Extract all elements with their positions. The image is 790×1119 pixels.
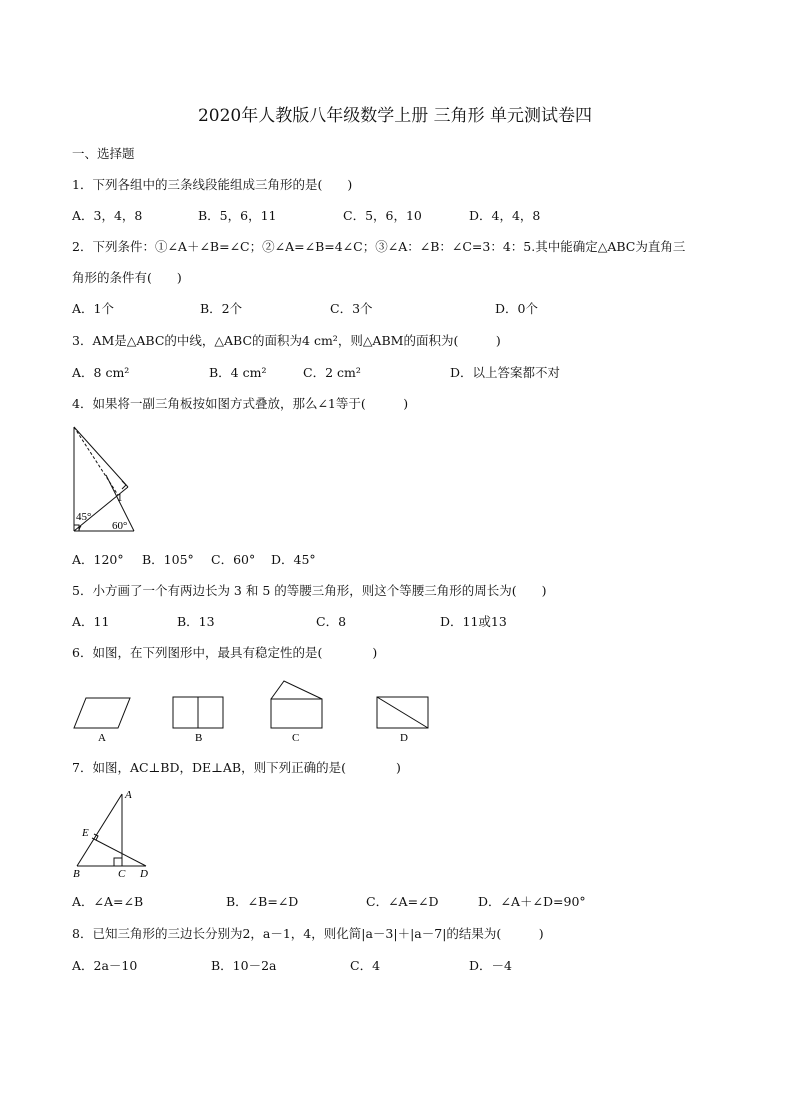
q7-option-a[interactable]: A．∠A=∠B	[72, 894, 144, 909]
shape-d-label: D	[400, 732, 408, 744]
q2-option-d[interactable]: D．0个	[495, 301, 538, 316]
q2-option-a[interactable]: A．1个	[72, 301, 114, 316]
q4-option-b[interactable]: B．105°	[142, 552, 194, 567]
q8-option-d[interactable]: D．－4	[469, 958, 512, 973]
question-5: 5．小方画了一个有两边长为 3 和 5 的等腰三角形，则这个等腰三角形的周长为( )	[72, 583, 547, 598]
q5-option-b[interactable]: B．13	[177, 614, 215, 629]
q8-option-c[interactable]: C．4	[350, 958, 381, 973]
q3-option-b[interactable]: B．4 cm²	[209, 365, 267, 380]
page-title: 2020年人教版八年级数学上册 三角形 单元测试卷四	[197, 106, 593, 126]
question-1: 1．下列各组中的三条线段能组成三角形的是( )	[72, 177, 353, 192]
question-6: 6．如图，在下列图形中，最具有稳定性的是( )	[72, 645, 378, 660]
q7-option-c[interactable]: C．∠A=∠D	[366, 894, 439, 909]
q3-option-c[interactable]: C．2 cm²	[303, 365, 361, 380]
question-4: 4．如果将一副三角板按如图方式叠放，那么∠1等于( )	[72, 396, 409, 411]
point-c-label: C	[118, 868, 126, 880]
q8-option-b[interactable]: B．10－2a	[211, 958, 277, 973]
point-d-label: D	[140, 868, 148, 880]
q6-shapes-figure	[70, 678, 440, 746]
q2-option-c[interactable]: C．3个	[330, 301, 373, 316]
q4-option-c[interactable]: C．60°	[211, 552, 256, 567]
angle-60-label: 60°	[112, 520, 128, 532]
section-heading: 一、选择题	[72, 146, 135, 161]
q7-option-d[interactable]: D．∠A＋∠D=90°	[478, 894, 586, 909]
shape-a-label: A	[98, 732, 106, 744]
q5-option-c[interactable]: C．8	[316, 614, 347, 629]
q7-triangle-figure	[70, 788, 155, 880]
question-7: 7．如图，AC⊥BD，DE⊥AB，则下列正确的是( )	[72, 760, 401, 775]
q1-option-b[interactable]: B．5，6，11	[198, 208, 277, 223]
shape-c-label: C	[292, 732, 300, 744]
question-8: 8．已知三角形的三边长分别为2，a－1，4，则化简|a－3|＋|a－7|的结果为( )	[72, 926, 544, 941]
angle-1-label: 1	[117, 492, 123, 504]
q3-option-a[interactable]: A．8 cm²	[72, 365, 130, 380]
q4-option-d[interactable]: D．45°	[271, 552, 316, 567]
question-2-line1: 2．下列条件：①∠A＋∠B=∠C；②∠A=∠B=4∠C；③∠A：∠B：∠C=3：4：5.其中能确定△ABC为直角三	[72, 239, 686, 254]
q7-option-b[interactable]: B．∠B=∠D	[226, 894, 299, 909]
question-3: 3．AM是△ABC的中线，△ABC的面积为4 cm²，则△ABM的面积为( )	[72, 333, 501, 348]
pentagon-house-shape	[271, 699, 322, 728]
q5-option-a[interactable]: A．11	[72, 614, 110, 629]
q1-option-d[interactable]: D．4，4，8	[469, 208, 541, 223]
q2-option-b[interactable]: B．2个	[200, 301, 243, 316]
q4-triangle-figure	[70, 425, 140, 535]
angle-45-label: 45°	[76, 511, 92, 523]
point-a-label: A	[125, 789, 132, 801]
q5-option-d[interactable]: D．11或13	[440, 614, 507, 629]
point-e-label: E	[82, 827, 89, 839]
question-2-line2: 角形的条件有( )	[72, 270, 182, 285]
parallelogram-shape	[74, 698, 130, 728]
q3-option-d[interactable]: D．以上答案都不对	[450, 365, 561, 380]
q1-option-c[interactable]: C．5，6，10	[343, 208, 422, 223]
q1-option-a[interactable]: A．3，4，8	[72, 208, 143, 223]
q4-option-a[interactable]: A．120°	[72, 552, 124, 567]
point-b-label: B	[73, 868, 80, 880]
q8-option-a[interactable]: A．2a－10	[72, 958, 138, 973]
shape-b-label: B	[195, 732, 203, 744]
